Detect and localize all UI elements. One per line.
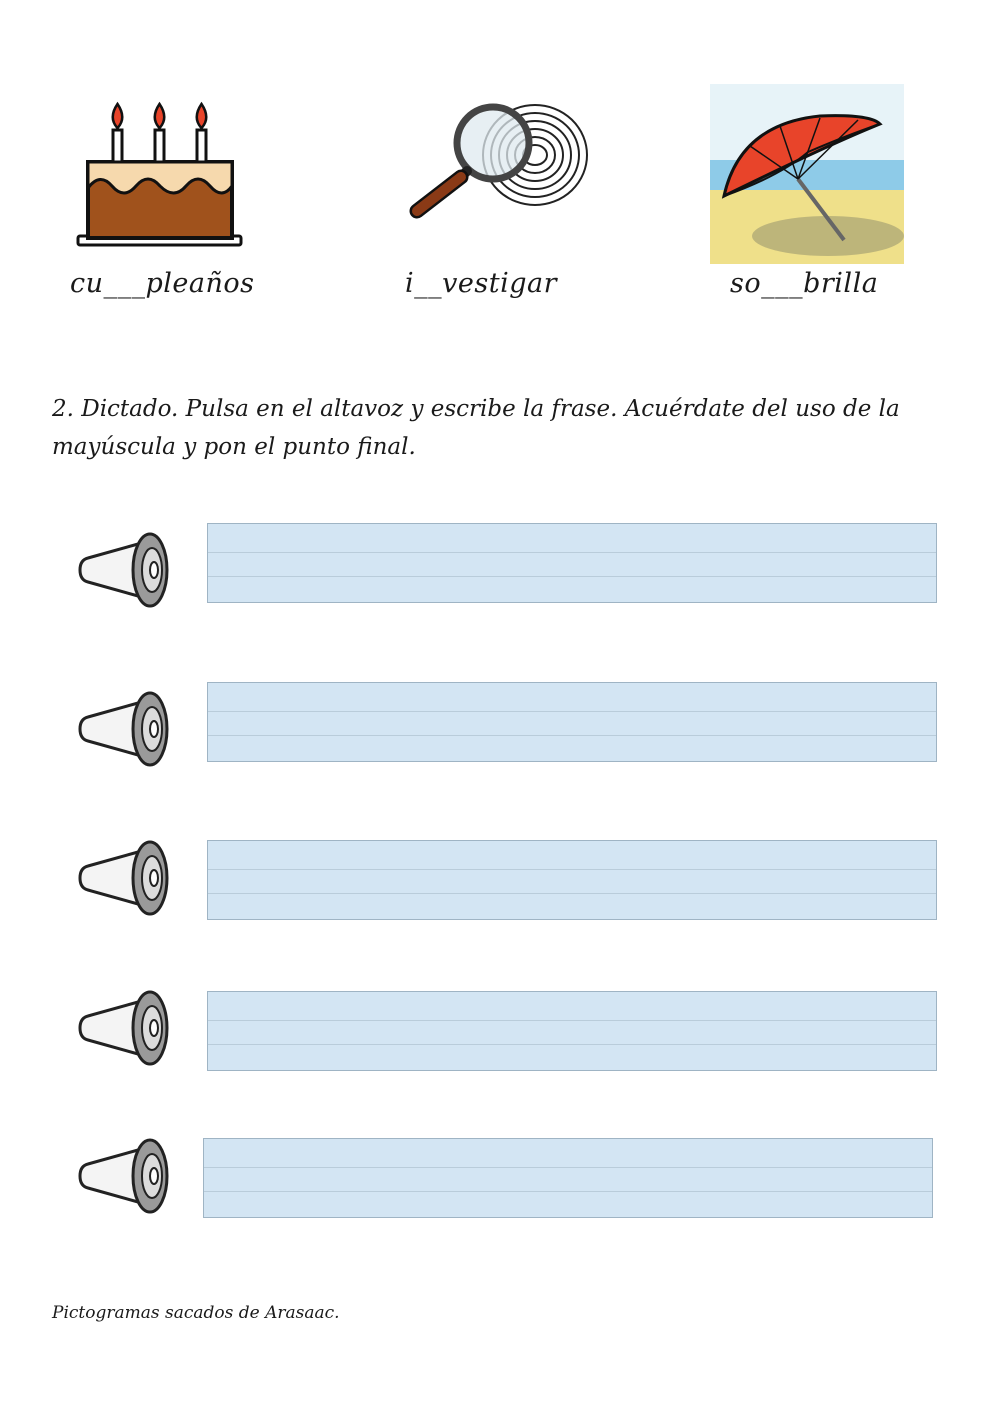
answer-box-5	[203, 1138, 933, 1218]
answer-box-4	[207, 991, 937, 1071]
birthday-cake-icon	[72, 98, 247, 250]
answer-input-3[interactable]	[208, 841, 936, 919]
speaker-icon[interactable]	[78, 1136, 170, 1216]
answer-box-1	[207, 523, 937, 603]
dictation-row-4	[0, 988, 1000, 1098]
footer-credit: Pictogramas sacados de Arasaac.	[52, 1303, 340, 1323]
answer-input-5[interactable]	[204, 1139, 932, 1217]
word-sombrilla: so___brilla	[730, 268, 879, 299]
speaker-icon[interactable]	[78, 530, 170, 610]
speaker-icon[interactable]	[78, 988, 170, 1068]
answer-input-2[interactable]	[208, 683, 936, 761]
answer-box-3	[207, 840, 937, 920]
dictation-row-3	[0, 837, 1000, 947]
beach-umbrella-icon	[710, 84, 904, 264]
answer-input-1[interactable]	[208, 524, 936, 602]
speaker-icon[interactable]	[78, 689, 170, 769]
answer-box-2	[207, 682, 937, 762]
dictation-row-1	[0, 520, 1000, 630]
magnifier-fingerprint-icon	[405, 95, 600, 225]
exercise-instruction: 2. Dictado. Pulsa en el altavoz y escribe la frase. Acuérdate del uso de la mayúscula y pon el punto final.	[52, 396, 900, 460]
speaker-icon[interactable]	[78, 838, 170, 918]
word-cumpleanos: cu___pleaños	[70, 268, 255, 299]
word-investigar: i__vestigar	[405, 268, 557, 299]
answer-input-4[interactable]	[208, 992, 936, 1070]
dictation-row-5	[0, 1135, 1000, 1245]
dictation-row-2	[0, 679, 1000, 789]
